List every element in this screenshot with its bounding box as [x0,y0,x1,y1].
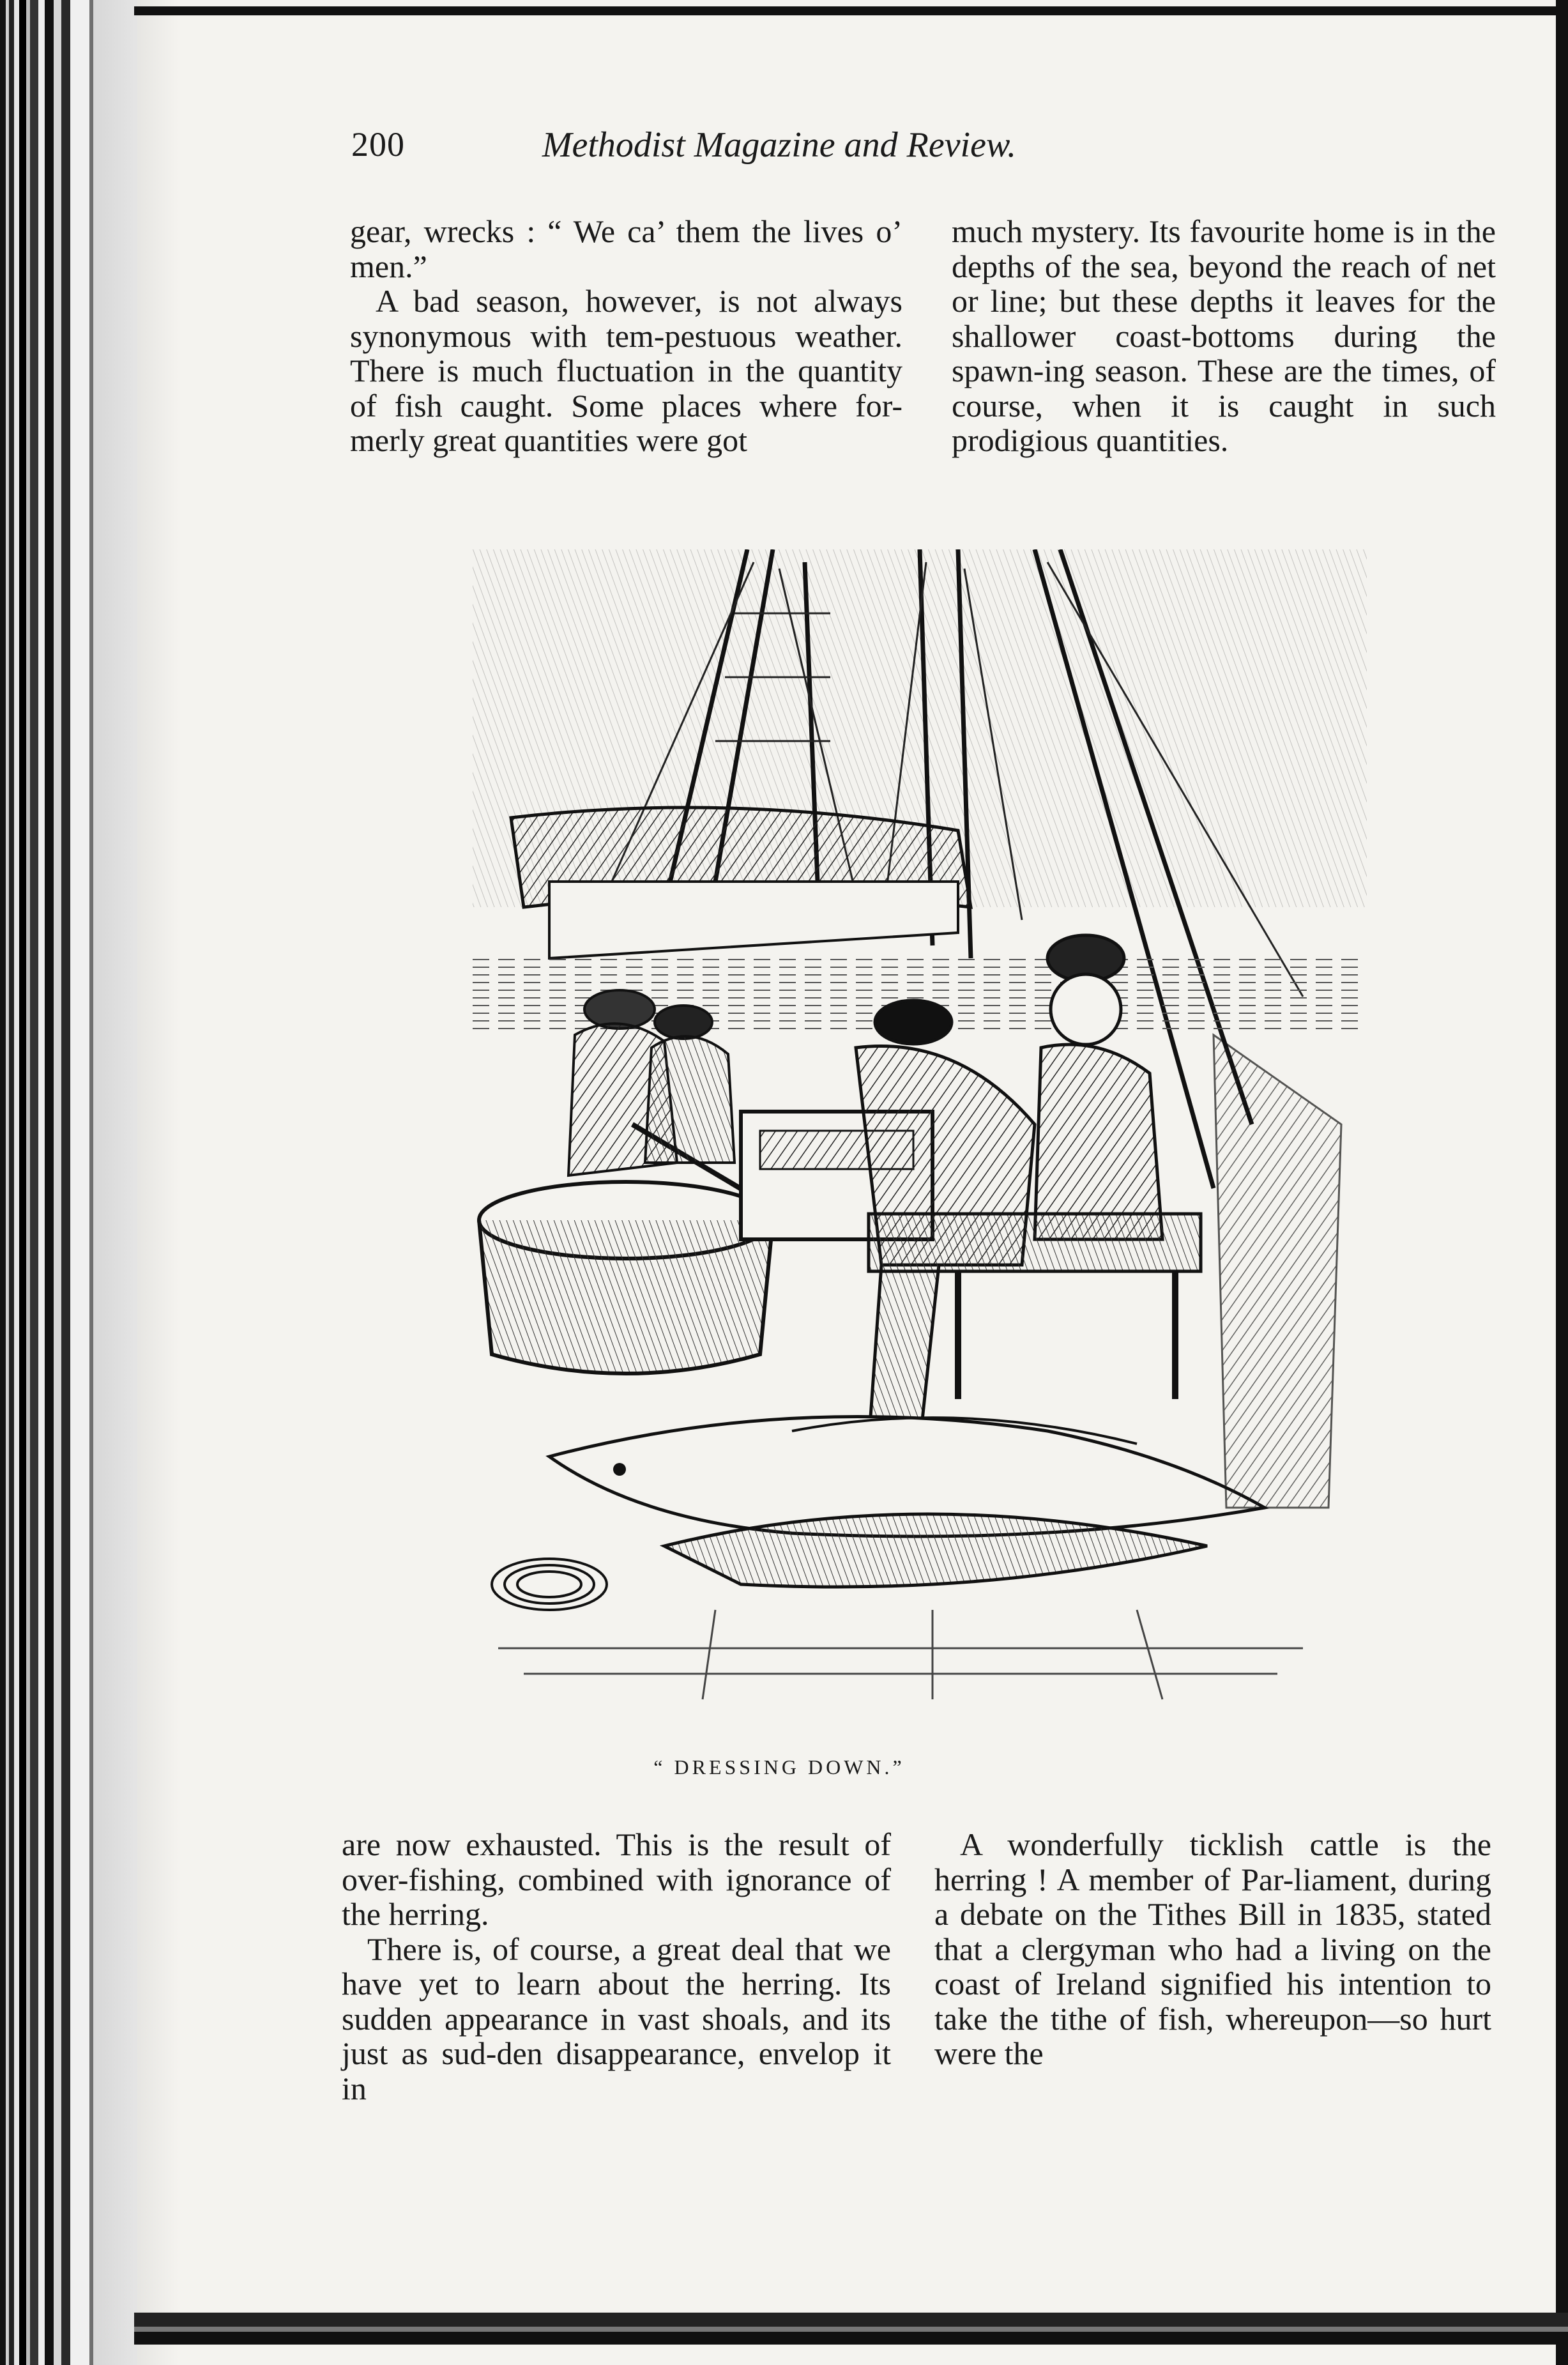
column-top-left [350,214,902,458]
paragraph: gear, wrecks : “ We ca’ them the lives o’ men.” [350,213,902,284]
figure-caption: “ DRESSING DOWN.” [653,1756,905,1779]
gutter-shadow [89,0,179,2365]
column-top-right [952,214,1496,458]
engraving-drawing [473,549,1367,1725]
bottom-edge-rule [134,2313,1568,2345]
illustration-dressing-down [473,549,1367,1725]
paragraph: There is, of course, a great deal that we have yet to learn about the herring. Its sudden appearance in vast shoals, and its just as sud-den disappearance, envelop it in [342,1931,891,2106]
paragraph: A bad season, however, is not always synonymous with tem-pestuous weather. There is much fluctuation in the quantity of fish caught. Some places where for-merly great quantities were got [350,283,902,458]
top-edge-rule [134,6,1568,15]
running-title: Methodist Magazine and Review. [542,125,1017,165]
paragraph: much mystery. Its favourite home is in the depths of the sea, beyond the reach of net or line; but these depths it leaves for the shallower coast-bottoms during the spawn-ing season. These are the times, of course, when it is caught in such prodigious quantities. [952,213,1496,458]
column-bottom-right [934,1827,1491,2071]
page-number: 200 [351,125,405,164]
paragraph: A wonderfully ticklish cattle is the herring ! A member of Par-liament, during a debate on the Tithes Bill in 1835, stated that a clergyman who had a living on the coast of Ireland signified his intention to take the tithe of fish, whereupon—so hurt were the [934,1826,1491,2071]
column-bottom-left [342,1827,891,2106]
right-edge-rule [1556,0,1568,2365]
paragraph: are now exhausted. This is the result of over-fishing, combined with ignorance of the herring. [342,1826,891,1932]
page-header [345,125,1214,176]
